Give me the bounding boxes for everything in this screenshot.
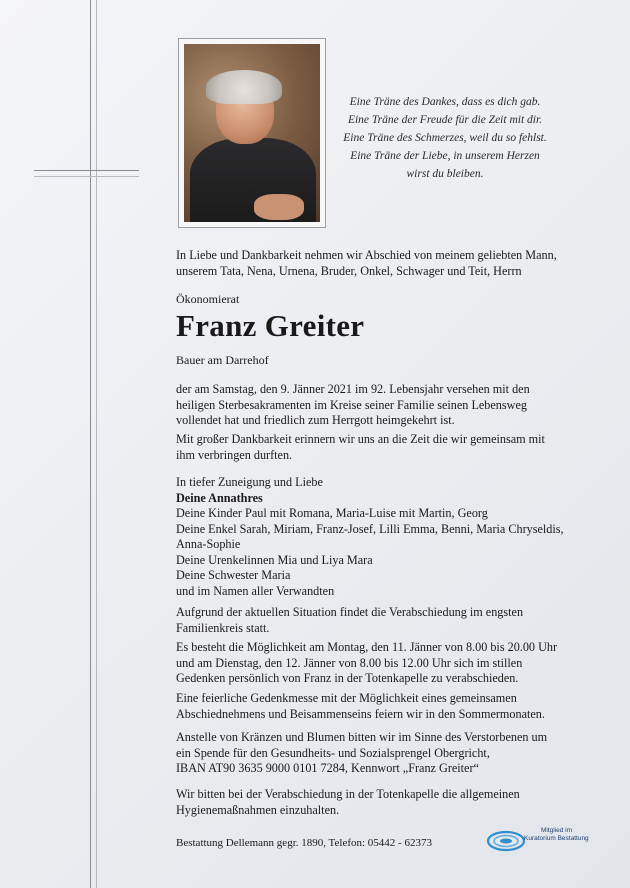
cross-vertical-line-shadow	[96, 0, 97, 888]
intro-line: In Liebe und Dankbarkeit nehmen wir Abschied von meinem geliebten Mann,	[176, 248, 557, 262]
mourners-signature: Deine Annathres	[176, 490, 263, 505]
quote-line: Eine Träne des Dankes, dass es dich gab.	[349, 96, 541, 108]
paragraph-line: Anstelle von Kränzen und Blumen bitten wir im Sinne des Verstorbenen um	[176, 730, 548, 744]
badge-text	[524, 827, 589, 843]
paragraph-line: Familienkreis statt.	[176, 620, 270, 635]
paragraph-line: Mit großer Dankbarkeit erinnern wir uns an die Zeit die wir gemeinsam mit	[176, 432, 545, 446]
death-notice-paragraph	[176, 382, 586, 429]
memorial-mass-paragraph	[176, 691, 586, 722]
portrait-photo	[184, 44, 320, 222]
kuratorium-badge	[486, 825, 589, 855]
farewell-situation-paragraph	[176, 605, 586, 636]
gratitude-paragraph	[176, 432, 586, 463]
quote-line: Eine Träne der Liebe, in unserem Herzen	[350, 150, 540, 162]
viewing-times-paragraph	[176, 640, 586, 687]
mourners-list	[176, 475, 586, 599]
paragraph-line: Es besteht die Möglichkeit am Montag, den 11. Jänner von 8.00 bis 20.00 Uhr	[176, 640, 558, 654]
cross-horizontal-line-shadow	[34, 176, 139, 177]
paragraph-line: Abschiednehmens und Beisammenseins feiern wir in den Sommermonaten.	[176, 706, 545, 721]
intro-line: unserem Tata, Nena, Urnena, Bruder, Onkel, Schwager und Teit, Herrn	[176, 263, 522, 278]
mourner-line: und im Namen aller Verwandten	[176, 583, 335, 598]
hygiene-paragraph	[176, 787, 586, 818]
paragraph-line: Hygienemaßnahmen einzuhalten.	[176, 802, 340, 817]
portrait-frame	[178, 38, 326, 228]
paragraph-line: ihm verbringen durften.	[176, 447, 293, 462]
mourner-line: Anna-Sophie	[176, 537, 241, 551]
cross-horizontal-line	[34, 170, 139, 171]
cross-vertical-line	[90, 0, 91, 888]
intro-text	[176, 248, 586, 279]
paragraph-line: heiligen Sterbesakramenten im Kreise seiner Familie seinen Lebensweg	[176, 397, 527, 412]
paragraph-line: Eine feierliche Gedenkmesse mit der Möglichkeit eines gemeinsamen	[176, 691, 517, 705]
donation-paragraph	[176, 730, 586, 777]
paragraph-line: Aufgrund der aktuellen Situation findet die Verabschiedung im engsten	[176, 605, 524, 619]
funeral-home-footer: Bestattung Dellemann gegr. 1890, Telefon: 05442 - 62373	[176, 837, 432, 849]
badge-line: Mitglied im	[540, 827, 572, 834]
quote-line: wirst du bleiben.	[406, 168, 484, 180]
paragraph-line: vollendet hat und friedlich zum Herrgott heimgekehrt ist.	[176, 413, 455, 427]
mourner-line: Deine Enkel Sarah, Miriam, Franz-Josef, Lilli Emma, Benni, Maria Chryseldis,	[176, 521, 564, 536]
mourners-lead: In tiefer Zuneigung und Liebe	[176, 475, 323, 489]
memorial-quote	[340, 93, 550, 183]
mourner-line: Deine Kinder Paul mit Romana, Maria-Luise mit Martin, Georg	[176, 506, 488, 520]
mourner-line: Deine Urenkelinnen Mia und Liya Mara	[176, 552, 373, 567]
paragraph-line: Gedenken persönlich von Franz in der Totenkapelle zu verabschieden.	[176, 671, 519, 685]
mourner-line: Deine Schwester Maria	[176, 568, 291, 582]
deceased-name: Franz Greiter	[176, 308, 365, 343]
quote-line: Eine Träne der Freude für die Zeit mit dir.	[347, 114, 543, 126]
deceased-subtitle: Bauer am Darrehof	[176, 353, 269, 367]
badge-line: Kuratorium Bestattung	[524, 835, 589, 842]
paragraph-line: und am Dienstag, den 12. Jänner von 8.00 bis 12.00 Uhr sich im stillen	[176, 655, 523, 670]
honorary-title: Ökonomierat	[176, 292, 240, 306]
paragraph-line: der am Samstag, den 9. Jänner 2021 im 92. Lebensjahr versehen mit den	[176, 382, 530, 396]
paragraph-line: IBAN AT90 3635 9000 0101 7284, Kennwort „Franz Greiter“	[176, 761, 479, 775]
paragraph-line: Wir bitten bei der Verabschiedung in der Totenkapelle die allgemeinen	[176, 787, 520, 801]
quote-line: Eine Träne des Schmerzes, weil du so fehlst.	[343, 132, 547, 144]
paragraph-line: ein Spende für den Gesundheits- und Sozialsprengel Obergricht,	[176, 745, 490, 760]
